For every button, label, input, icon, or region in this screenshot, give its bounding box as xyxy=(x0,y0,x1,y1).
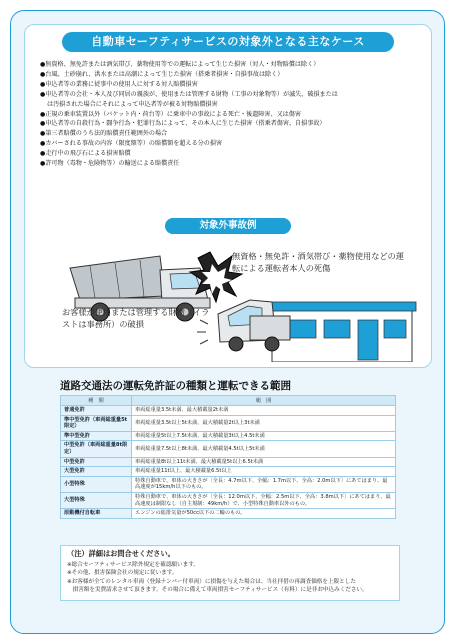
exclusion-item: ●無資格、無免許または酒気帯び、薬物使用等での運転によって生じた損害（対人・対物賠償は除く） xyxy=(40,61,320,68)
license-type-cell: 準中型免許 xyxy=(61,431,132,441)
license-type-cell: 普通免許 xyxy=(61,406,132,416)
page-title: 自動車セーフティサービスの対象外となる主なケース xyxy=(62,32,394,52)
license-section-title: 道路交通法の運転免許証の種類と運転できる範囲 xyxy=(60,380,291,392)
license-range-cell: 車両総重量7.5t以上8t未満、最大積載量4.5t以上5t未満 xyxy=(132,441,396,457)
license-range-cell: 特殊自動車で、車体の大きさが〔全長：4.7m以下、全幅：1.7m以下、全高：2.0m以下〕にあてはまり、最高速度が15km/h以下のもの。 xyxy=(132,476,396,492)
license-range-cell: 車両総重量3.5t以上5t未満、最大積載量2t以上3t未満 xyxy=(132,415,396,431)
license-type-cell: 中型免許（車両総重量8t限定） xyxy=(61,441,132,457)
license-range-cell: 車両総重量3.5t未満、最大積載量2t未満 xyxy=(132,406,396,416)
license-range-cell: 車両総重量8t以上11t未満、最大積載量5t以上6.5t未満 xyxy=(132,457,396,467)
table-row xyxy=(61,492,396,508)
license-type-cell: 原動機付自転車 xyxy=(61,509,132,519)
table-row xyxy=(61,441,396,457)
notes-lines xyxy=(67,561,393,595)
license-type-cell: 大型特殊 xyxy=(61,492,132,508)
exclusion-item: ●申込者等の業務に従事中の使用人に対する対人賠償損害 xyxy=(40,80,198,88)
note-line: ※その他、損害保険会社の規定に従います。 xyxy=(67,570,178,577)
notes-box xyxy=(60,545,400,601)
license-type-cell: 準中型免許（車両総重量5t限定） xyxy=(61,415,132,431)
example-caption-property: お客様が使用または管理する財物（イラストは事務所）の破損 xyxy=(62,307,210,329)
note-line: ※総合セーフティサービス除外規定を確認願います。 xyxy=(67,562,199,568)
note-line: ※お客様が全てのレンタル車両（登録ナンバー付車両）に損傷を与えた場合は、当社拝借の再調査価格を上限とした xyxy=(67,578,356,585)
exclusion-item: ●カバーされる事故の内容（限度額等）の賠償額を超える分の損害 xyxy=(40,140,223,148)
table-row xyxy=(61,476,396,492)
exclusion-item: ●申込者等の自殺行為・闘争行為・犯罪行為によって、その本人に生じた損害（搭乗者傷害、自損事故） xyxy=(40,120,326,128)
table-row xyxy=(61,415,396,431)
examples-title: 対象外事故例 xyxy=(165,218,291,234)
table-row xyxy=(61,509,396,519)
license-type-cell: 中型免許 xyxy=(61,457,132,467)
exclusion-item: ●走行中の飛び石による損害賠償 xyxy=(40,150,131,158)
exclusion-item: ●台風、土砂崩れ、洪水または高潮によって生じた損害（搭乗者損害・自損事故は除く） xyxy=(40,70,284,78)
notes-title: （注）詳細はお問合せください。 xyxy=(67,549,175,558)
exclusion-item: ●正規の乗車装置以外（バケット内・荷台等）に乗車中の事故による死亡・後遺障害、又は傷害 xyxy=(40,110,301,118)
table-row xyxy=(61,467,396,477)
exclusion-list xyxy=(40,60,420,169)
note-line: 損害額を実費請求させて頂きます。その場合に備えて車両損害セーフティサービス（有料）に是非お申込みください。 xyxy=(67,587,368,594)
exclusion-item: ●第三者賠償のうち法的賠償責任範囲外の場合 xyxy=(40,130,168,138)
exclusion-item: ●申込者等の会社・本人及び同居の親族が、使用または管理する財物（工事の対象物等）が滅失、破損または xyxy=(40,90,338,98)
license-table xyxy=(60,395,396,519)
table-row xyxy=(61,406,396,416)
license-type-cell: 小型特殊 xyxy=(61,476,132,492)
license-range-cell: 車両総重量5t以上7.5t未満、最大積載量3t以上4.5t未満 xyxy=(132,431,396,441)
license-type-header: 種 類 xyxy=(61,396,132,406)
license-range-header: 範 囲 xyxy=(132,396,396,406)
table-row xyxy=(61,431,396,441)
license-type-cell: 大型免許 xyxy=(61,467,132,477)
exclusion-item: ●許可物（毒物・危険物等）の輸送による賠償責任 xyxy=(40,160,180,168)
license-range-cell: エンジンの総排気量が50cc以下の二輪のもの。 xyxy=(132,509,396,519)
table-row xyxy=(61,457,396,467)
license-range-cell: 特殊自動車で、車体の大きさが〔全長：12.0m以下、全幅：2.5m以下、全高：3.8m以下〕にあてはまり、最高速度は制限なし（自主規制：49km/h）で、小型特殊自動車以外のもの。 xyxy=(132,492,396,508)
exclusion-item: は汚損された場合にそれによって申込者等が被る対物賠償損害 xyxy=(47,100,218,108)
license-range-cell: 車両総重量11t以上、最大積載量6.5t以上 xyxy=(132,467,396,477)
example-caption-driver: 無資格・無免許・酒気帯び・薬物使用などの運転による運転者本人の死傷 xyxy=(232,251,404,273)
